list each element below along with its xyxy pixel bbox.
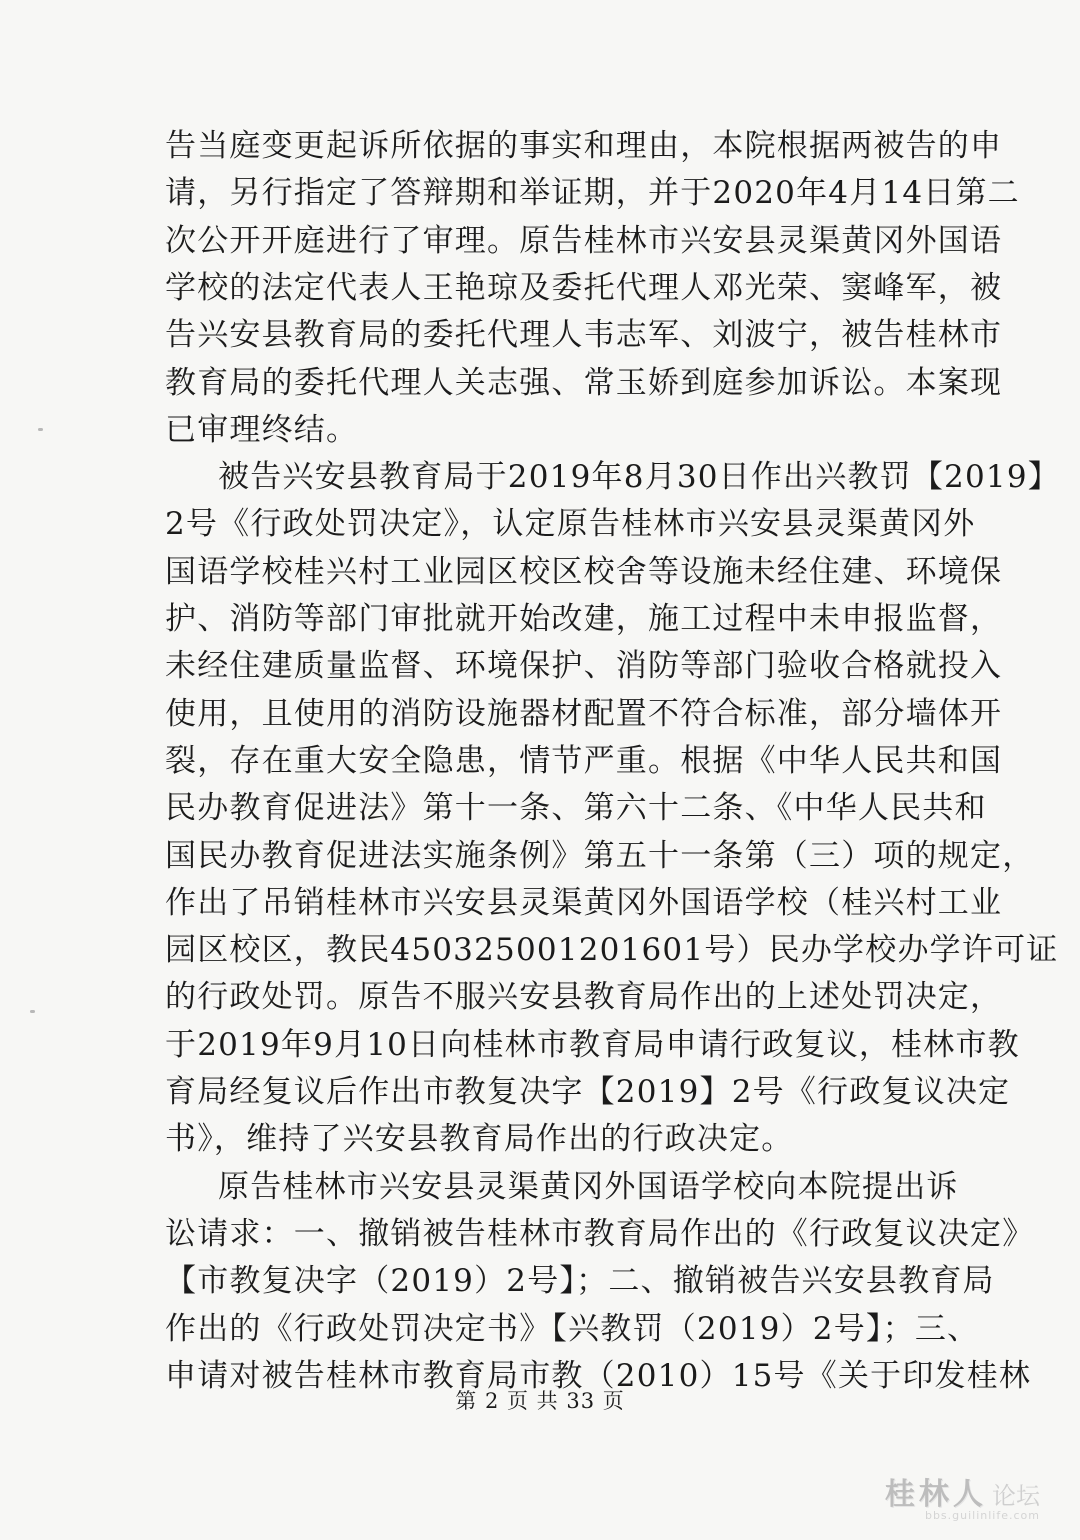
body-line: 教育局的委托代理人关志强、常玉娇到庭参加诉讼。本案现 [165, 364, 1003, 401]
scan-speck [38, 428, 43, 431]
watermark-url: bbs.guilinlife.com [924, 1509, 1040, 1522]
page-number: 第 2 页 共 33 页 [455, 1389, 625, 1413]
body-line: 作出了吊销桂林市兴安县灵渠黄冈外国语学校（桂兴村工业 [165, 884, 1003, 921]
body-line: 讼请求：一、撤销被告桂林市教育局作出的《行政复议决定》 [165, 1215, 1035, 1252]
body-line: 育局经复议后作出市教复决字【2019】2号《行政复议决定 [165, 1074, 1011, 1110]
body-line: 书》，维持了兴安县教育局作出的行政决定。 [165, 1121, 794, 1158]
body-line: 护、消防等部门审批就开始改建，施工过程中未申报监督， [165, 601, 1003, 637]
body-line: 申请对被告桂林市教育局市教（2010）15号《关于印发桂林 [165, 1357, 1032, 1394]
scan-speck [30, 1010, 35, 1013]
body-line: 园区校区，教民450325001201601号）民办学校办学许可证 [165, 932, 1059, 969]
body-line: 作出的《行政处罚决定书》【兴教罚（2019）2号】；三、 [165, 1310, 980, 1347]
body-line: 请，另行指定了答辩期和举证期，并于2020年4月14日第二 [165, 175, 1020, 212]
body-line: 告兴安县教育局的委托代理人韦志军、刘波宁，被告桂林市 [165, 317, 1003, 354]
body-line: 【市教复决字（2019）2号】；二、撤销被告兴安县教育局 [165, 1263, 995, 1300]
body-line: 2号《行政处罚决定》，认定原告桂林市兴安县灵渠黄冈外 [165, 506, 976, 543]
body-line: 民办教育促进法》第十一条、第六十二条、《中华人民共和 [165, 790, 987, 827]
watermark-sub-text: 论坛 [992, 1482, 1040, 1510]
watermark-logo-text: 桂林人 [884, 1477, 987, 1512]
paragraph-start-line: 原告桂林市兴安县灵渠黄冈外国语学校向本院提出诉 [218, 1168, 959, 1205]
body-line: 次公开开庭进行了审理。原告桂林市兴安县灵渠黄冈外国语 [165, 222, 1003, 259]
body-line: 告当庭变更起诉所依据的事实和理由，本院根据两被告的申 [165, 128, 1003, 164]
body-line: 使用，且使用的消防设施器材配置不符合标准，部分墙体开 [165, 695, 1003, 732]
forum-watermark [885, 1469, 1040, 1522]
body-line: 未经住建质量监督、环境保护、消防等部门验收合格就投入 [165, 648, 1003, 685]
body-line: 国语学校桂兴村工业园区校区校舍等设施未经住建、环境保 [165, 553, 1003, 590]
body-line: 已审理终结。 [165, 411, 359, 448]
paragraph-start-line: 被告兴安县教育局于2019年8月30日作出兴教罚【2019】 [218, 459, 1060, 496]
body-line: 的行政处罚。原告不服兴安县教育局作出的上述处罚决定， [165, 979, 1003, 1016]
body-line: 裂，存在重大安全隐患，情节严重。根据《中华人民共和国 [165, 742, 1003, 779]
body-line: 学校的法定代表人王艳琼及委托代理人邓光荣、窦峰军，被 [165, 269, 1003, 306]
body-line: 于2019年9月10日向桂林市教育局申请行政复议，桂林市教 [165, 1026, 1020, 1063]
body-line: 国民办教育促进法实施条例》第五十一条第（三）项的规定， [165, 837, 1035, 874]
